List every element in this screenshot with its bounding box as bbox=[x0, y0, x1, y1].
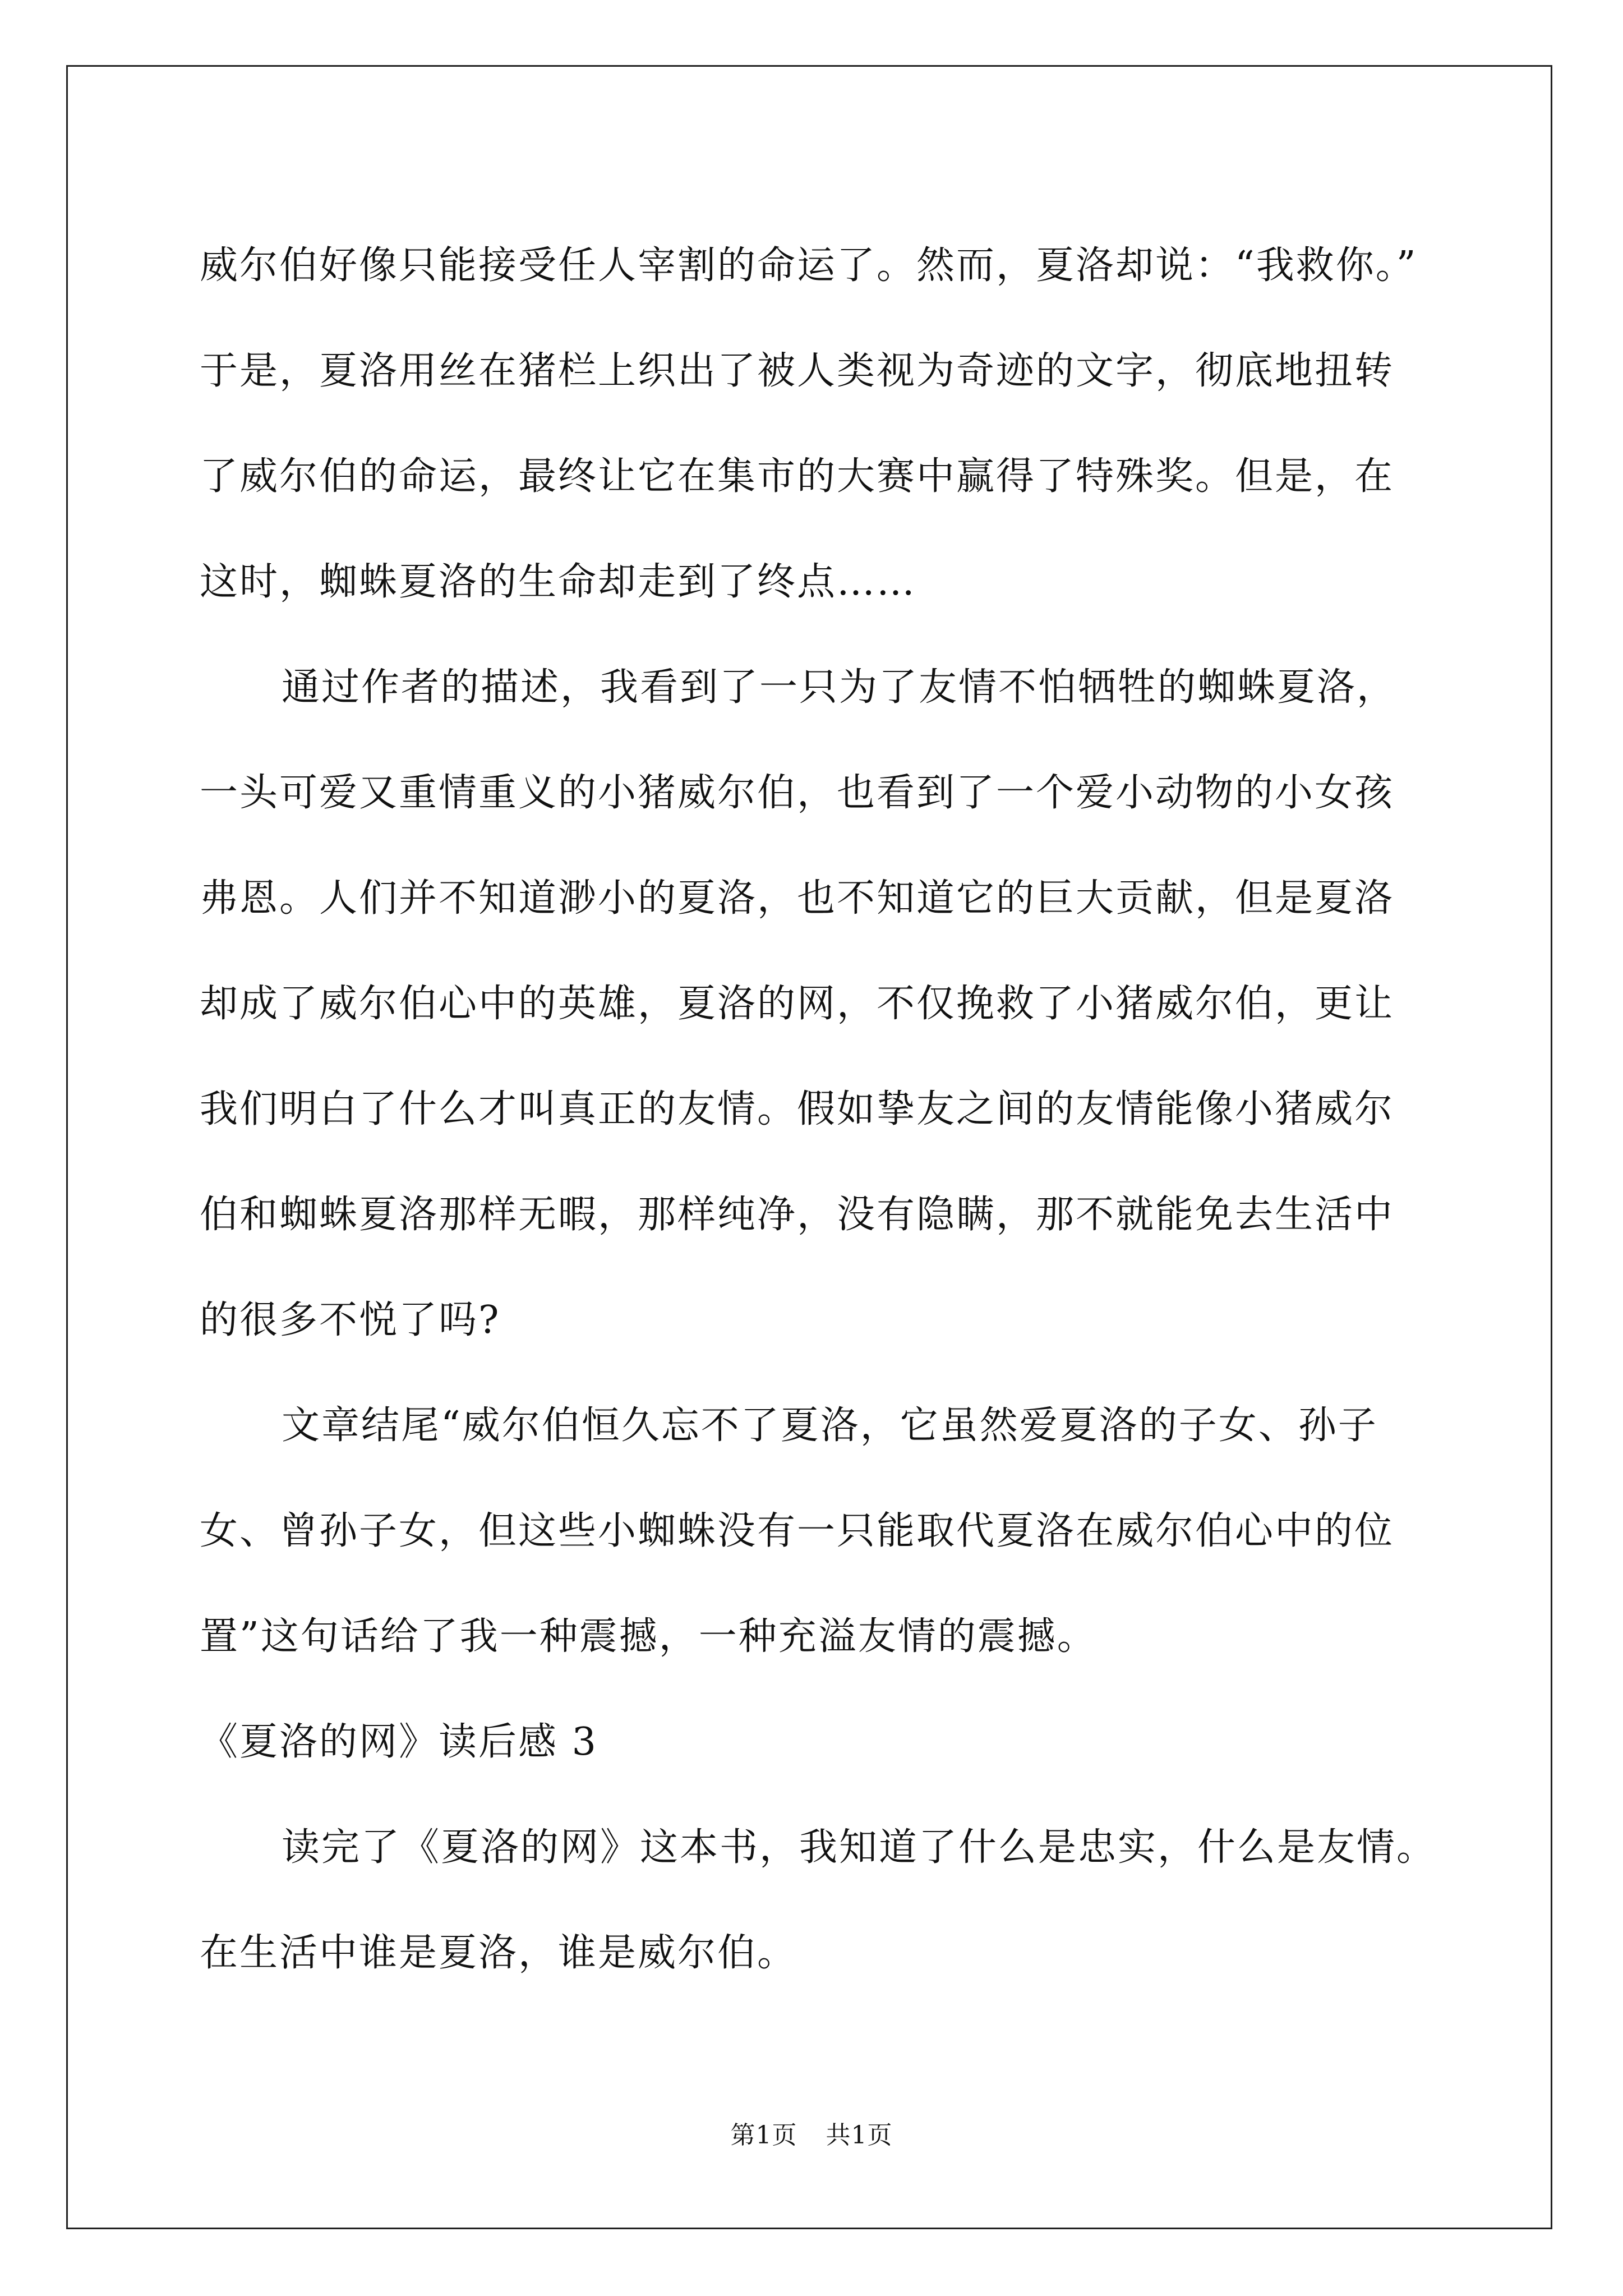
document-body bbox=[200, 213, 1437, 2006]
text-line: 了威尔伯的命运，最终让它在集市的大赛中赢得了特殊奖。但是，在 bbox=[200, 454, 1395, 499]
page-number-current: 第1页 bbox=[730, 2121, 797, 2150]
text-line: 于是，夏洛用丝在猪栏上织出了被人类视为奇迹的文字，彻底地扭转 bbox=[200, 349, 1395, 393]
text-line: 在生活中谁是夏洛，谁是威尔伯。 bbox=[200, 1931, 797, 1975]
text-line: 这时，蜘蛛夏洛的生命却走到了终点…… bbox=[200, 560, 917, 604]
text-line: 弗恩。人们并不知道渺小的夏洛，也不知道它的巨大贡献，但是夏洛 bbox=[200, 876, 1395, 921]
paragraph-start-line: 文章结尾“威尔伯恒久忘不了夏洛，它虽然爱夏洛的子女、孙子 bbox=[282, 1404, 1378, 1448]
page-number-total: 共1页 bbox=[826, 2121, 893, 2150]
page-footer bbox=[0, 2115, 1623, 2151]
paragraph-start-line: 通过作者的描述，我看到了一只为了友情不怕牺牲的蜘蛛夏洛， bbox=[282, 665, 1397, 710]
text-line: 却成了威尔伯心中的英雄，夏洛的网，不仅挽救了小猪威尔伯，更让 bbox=[200, 982, 1395, 1026]
text-line: 的很多不悦了吗? bbox=[200, 1298, 501, 1342]
text-line: 女、曾孙子女，但这些小蜘蛛没有一只能取代夏洛在威尔伯心中的位 bbox=[200, 1509, 1395, 1553]
text-line: 威尔伯好像只能接受任人宰割的命运了。然而，夏洛却说：“我救你。” bbox=[200, 243, 1418, 288]
section-heading: 《夏洛的网》读后感 3 bbox=[200, 1720, 598, 1764]
text-line: 一头可爱又重情重义的小猪威尔伯，也看到了一个爱小动物的小女孩 bbox=[200, 771, 1395, 815]
text-line: 置”这句话给了我一种震撼，一种充溢友情的震撼。 bbox=[200, 1614, 1097, 1659]
text-line: 我们明白了什么才叫真正的友情。假如挚友之间的友情能像小猪威尔 bbox=[200, 1087, 1395, 1131]
paragraph-start-line: 读完了《夏洛的网》这本书，我知道了什么是忠实，什么是友情。 bbox=[282, 1825, 1437, 1870]
text-line: 伯和蜘蛛夏洛那样无暇，那样纯净，没有隐瞒，那不就能免去生活中 bbox=[200, 1193, 1395, 1237]
